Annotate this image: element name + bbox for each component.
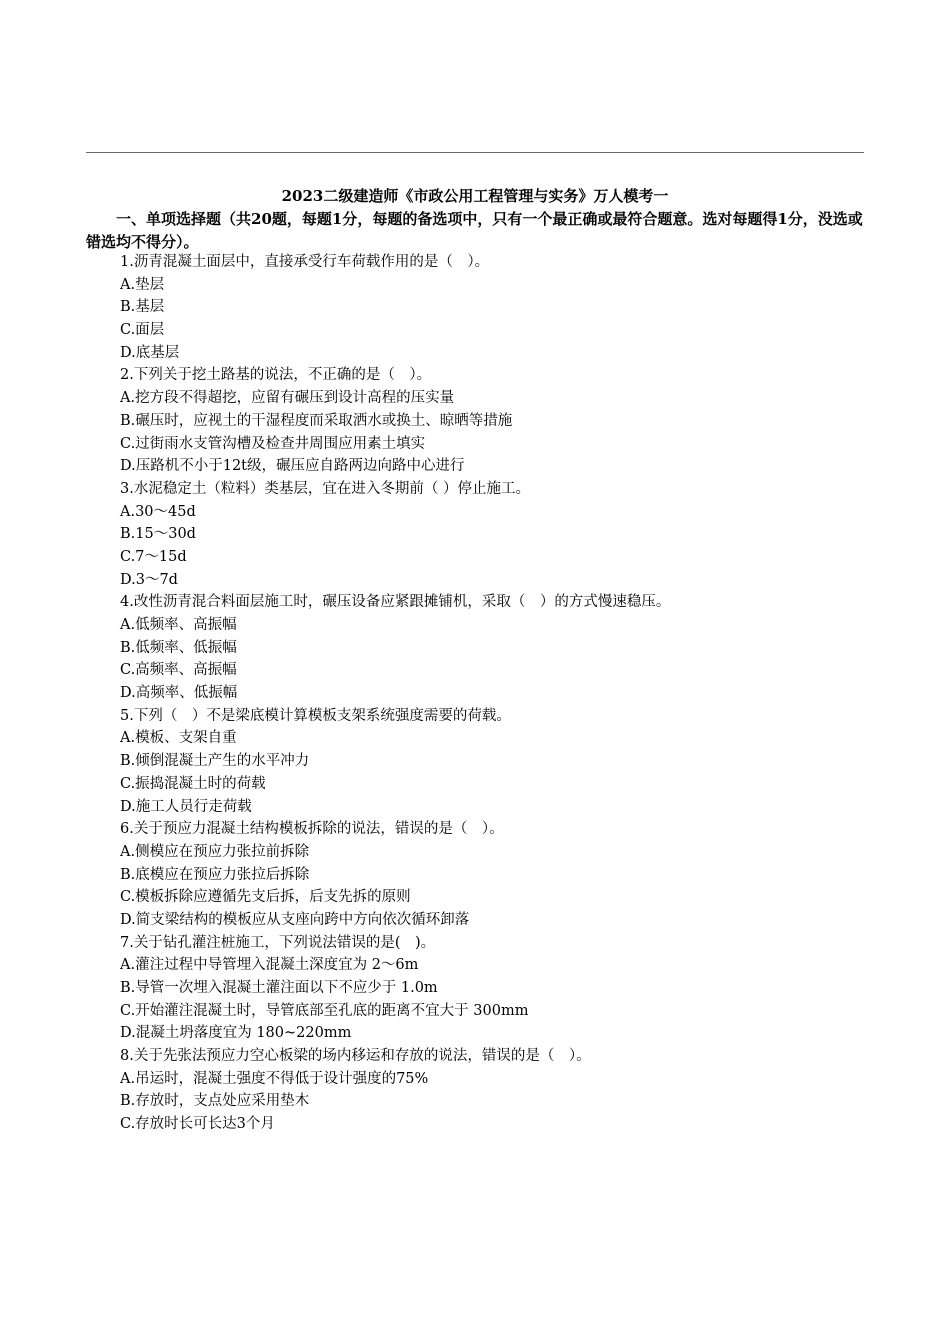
question-list <box>120 251 864 1136</box>
option-list <box>120 274 864 365</box>
option-b: B.碾压时，应视土的干湿程度而采取洒水或换土、晾晒等措施 <box>120 412 513 429</box>
option-list <box>120 954 864 1045</box>
option-a: A.挖方段不得超挖，应留有碾压到设计高程的压实量 <box>120 390 455 407</box>
option-list <box>120 387 864 478</box>
option-c: C.振捣混凝土时的荷载 <box>120 775 266 792</box>
question-item <box>120 705 864 818</box>
question-item <box>120 818 864 931</box>
question-stem: 5.下列（ ）不是梁底模计算模板支架系统强度需要的荷载。 <box>120 707 511 724</box>
section-heading: 一、单项选择题（共20题，每题1分，每题的备选项中，只有一个最正确或最符合题意。选对每题得1分，没选或错选均不得分）。 <box>86 210 863 251</box>
option-a: A.侧模应在预应力张拉前拆除 <box>120 843 310 860</box>
question-item <box>120 251 864 364</box>
option-a: A.吊运时，混凝土强度不得低于设计强度的75% <box>120 1070 429 1087</box>
option-list <box>120 501 864 592</box>
option-b: B.低频率、低振幅 <box>120 639 237 656</box>
question-stem: 8.关于先张法预应力空心板梁的场内移运和存放的说法，错误的是（ ）。 <box>120 1048 591 1065</box>
option-c: C.存放时长可长达3个月 <box>120 1116 275 1133</box>
question-stem: 3.水泥稳定土（粒料）类基层，宜在进入冬期前（ ）停止施工。 <box>120 480 530 497</box>
option-a: A.垫层 <box>120 276 165 293</box>
option-b: B.15～30d <box>120 526 196 543</box>
option-c: C.过街雨水支管沟槽及检查井周围应用素土填实 <box>120 435 426 452</box>
question-item <box>120 932 864 1045</box>
option-d: D.底基层 <box>120 344 180 361</box>
option-a: A.模板、支架自重 <box>120 730 237 747</box>
option-b: B.导管一次埋入混凝土灌注面以下不应少于 1.0m <box>120 980 438 996</box>
option-d: D.3～7d <box>120 571 178 588</box>
question-item <box>120 478 864 591</box>
option-b: B.存放时，支点处应采用垫木 <box>120 1093 310 1110</box>
option-d: D.施工人员行走荷载 <box>120 798 252 815</box>
question-stem: 4.改性沥青混合料面层施工时，碾压设备应紧跟摊铺机，采取（ ）的方式慢速稳压。 <box>120 594 671 611</box>
option-list <box>120 614 864 705</box>
option-b: B.倾倒混凝土产生的水平冲力 <box>120 753 310 770</box>
question-item <box>120 364 864 477</box>
question-stem: 7.关于钻孔灌注桩施工，下列说法错误的是( )。 <box>120 934 436 951</box>
option-b: B.底模应在预应力张拉后拆除 <box>120 866 310 883</box>
option-a: A.30～45d <box>120 503 196 520</box>
question-stem: 2.下列关于挖土路基的说法，不正确的是（ ）。 <box>120 367 432 384</box>
option-d: D.简支梁结构的模板应从支座向跨中方向依次循环卸落 <box>120 911 470 928</box>
option-d: D.压路机不小于12t级，碾压应自路两边向路中心进行 <box>120 458 465 475</box>
option-list <box>120 1068 864 1136</box>
option-c: C.开始灌注混凝土时，导管底部至孔底的距离不宜大于 300mm <box>120 1002 529 1019</box>
question-stem: 1.沥青混凝土面层中，直接承受行车荷载作用的是（ ）。 <box>120 254 490 270</box>
option-d: D.混凝土坍落度宜为 180~220mm <box>120 1025 352 1042</box>
option-c: C.高频率、高振幅 <box>120 662 237 679</box>
question-stem: 6.关于预应力混凝土结构模板拆除的说法，错误的是（ ）。 <box>120 821 504 838</box>
document-title: 2023二级建造师《市政公用工程管理与实务》万人模考一 <box>281 187 669 205</box>
option-list <box>120 727 864 818</box>
option-c: C.面层 <box>120 322 165 339</box>
question-item <box>120 1045 864 1136</box>
option-d: D.高频率、低振幅 <box>120 685 238 702</box>
option-b: B.基层 <box>120 299 165 316</box>
option-c: C.7～15d <box>120 548 187 565</box>
option-a: A.低频率、高振幅 <box>120 617 237 633</box>
question-item <box>120 591 864 704</box>
header-rule <box>86 152 864 153</box>
option-a: A.灌注过程中导管埋入混凝土深度宜为 2～6m <box>120 957 419 974</box>
option-list <box>120 841 864 932</box>
option-c: C.模板拆除应遵循先支后拆，后支先拆的原则 <box>120 889 411 906</box>
